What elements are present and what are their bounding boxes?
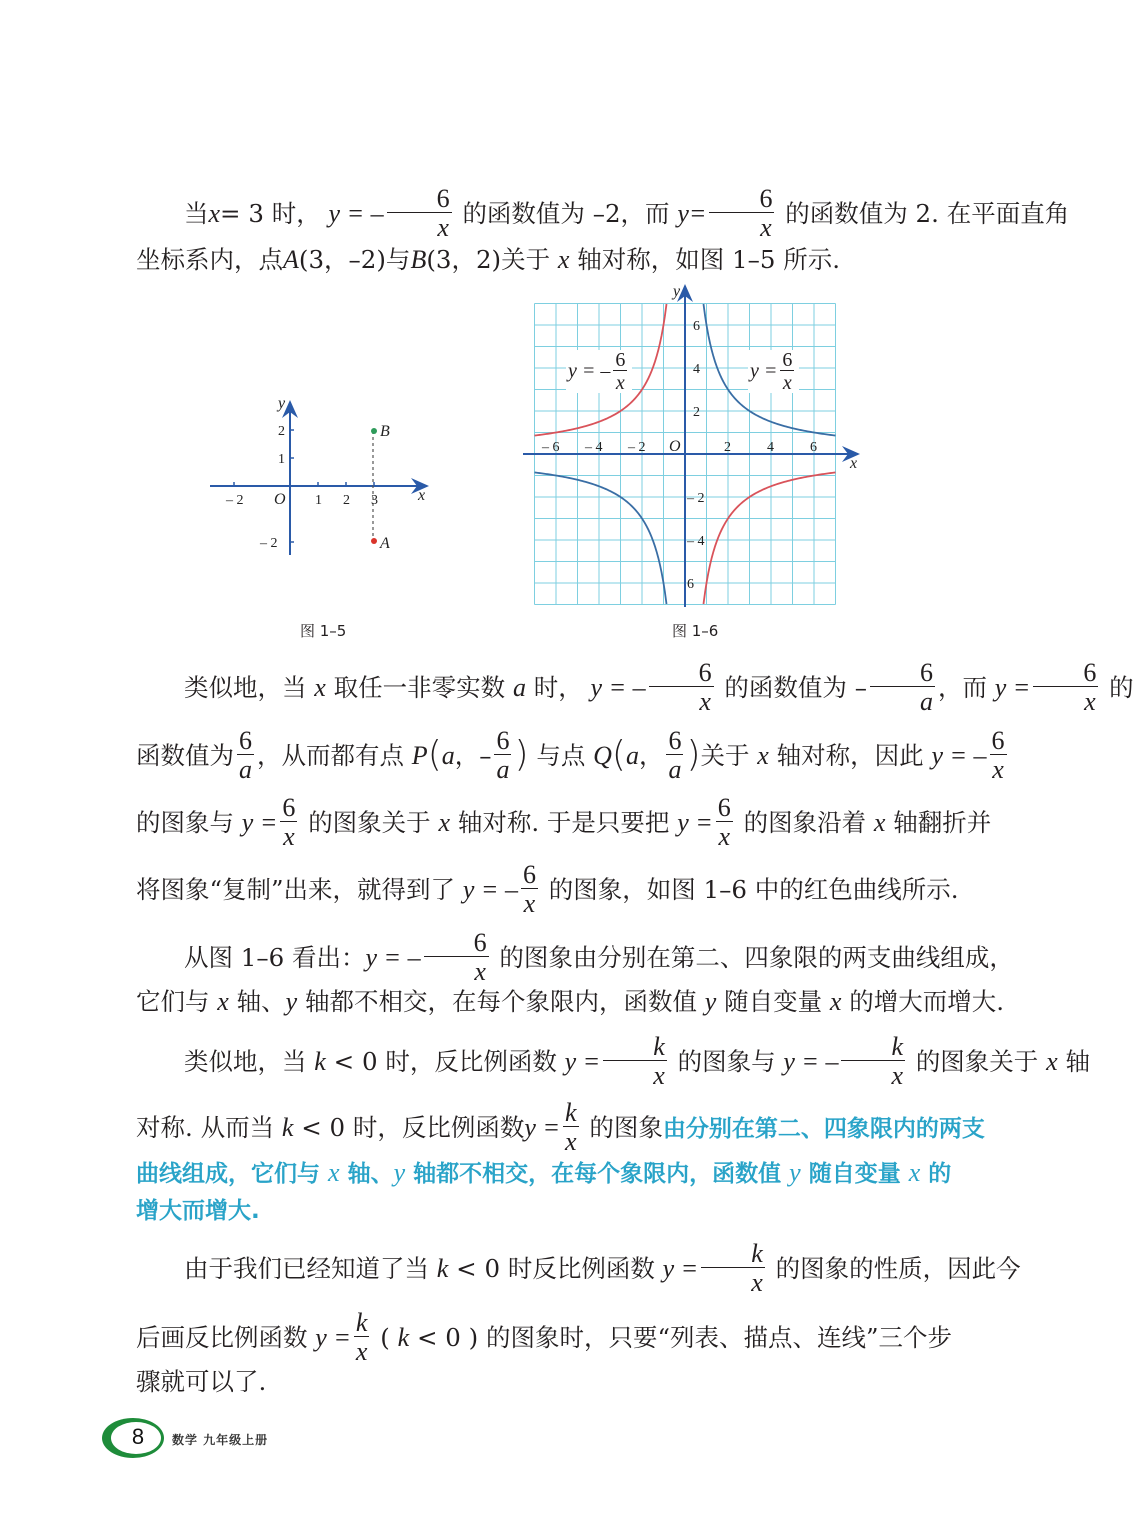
figure-1-5-caption: 图 1–5 xyxy=(300,622,347,640)
x-tick-label: 2 xyxy=(343,493,350,508)
curve-negative-q4 xyxy=(703,472,835,604)
y-tick-label: 4 xyxy=(693,362,700,377)
x-axis-label: x xyxy=(418,487,426,504)
paragraph-3-line-1: 从图 1–6 看出：y = – $\frac{6}{x}$ 的图象由分别在第二、四象限的两支曲线组成， xyxy=(184,928,1014,986)
paragraph-2-line-2: 函数值为 $\frac{6}{a}$ ，从而都有点 P(a，– $\frac{6}{a}$ ) 与点 Q(a， $\frac{6}{a}$ )关于 x 轴对称，因此 y = – $\frac{6}{x}$ xyxy=(136,726,1005,784)
y-axis-label: y xyxy=(673,283,681,300)
highlighted-conclusion: 由分别在第二、四象限内的两支 xyxy=(662,1116,985,1142)
fraction: $\frac{6}{x}$ xyxy=(387,186,452,241)
figure-1-6-caption: 图 1–6 xyxy=(672,622,719,640)
fraction: $\frac{6}{x}$ xyxy=(709,186,774,241)
x-tick-label: 3 xyxy=(371,493,378,508)
paragraph-1-line-2: 坐标系内，点A(3，–2)与B(3，2)关于 x 轴对称，如图 1–5 所示. xyxy=(136,245,841,274)
y-tick-label: 2 xyxy=(278,424,285,439)
x-tick-label: 2 xyxy=(724,440,731,455)
y-tick-label: 6 xyxy=(687,577,694,592)
paragraph-5-line-3: 骤就可以了. xyxy=(136,1367,267,1396)
paragraph-4-line-1: 类似地，当 k < 0 时，反比例函数 y = $\frac{k}{x}$ 的图象与 y = – $\frac{k}{x}$ 的图象关于 x 轴 xyxy=(184,1032,1090,1090)
point-label-A: A xyxy=(380,535,390,552)
x-tick-label: – 4 xyxy=(585,440,603,455)
point-A xyxy=(371,538,377,544)
paragraph-5-line-1: 由于我们已经知道了当 k < 0 时反比例函数 y = $\frac{k}{x}$ 的图象的性质，因此今 xyxy=(184,1239,1021,1297)
y-tick-label: – 4 xyxy=(687,534,705,549)
x-tick-label: 1 xyxy=(315,493,322,508)
origin-label: O xyxy=(274,491,286,508)
y-tick-label: – 2 xyxy=(687,491,705,506)
paragraph-3-line-2: 它们与 x 轴、y 轴都不相交，在每个象限内，函数值 y 随自变量 x 的增大而增大. xyxy=(136,987,1005,1016)
y-axis-label: y xyxy=(278,395,286,412)
paragraph-2-line-1: 类似地，当 x 取任一非零实数 a 时， y = – $\frac{6}{x}$ 的函数值为 – $\frac{6}{a}$ ，而 y = $\frac{6}{x}$ 的 xyxy=(184,658,1134,716)
paragraph-1-line-1: 当x= 3 时， y = – $\frac{6}{x}$ 的函数值为 –2，而 y= $\frac{6}{x}$ 的函数值为 2. 在平面直角 xyxy=(184,184,1070,242)
fig2-label-negative: y = – $\frac{6}{x}$ xyxy=(566,350,632,393)
point-B xyxy=(371,428,377,434)
paragraph-2-line-3: 的图象与 y = $\frac{6}{x}$ 的图象关于 x 轴对称. 于是只要把 y = $\frac{6}{x}$ 的图象沿着 x 轴翻折并 xyxy=(136,793,992,851)
y-tick-label: 2 xyxy=(693,405,700,420)
fig2-label-positive: y = $\frac{6}{x}$ xyxy=(748,350,799,393)
origin-label: O xyxy=(669,438,681,455)
book-title: 数学 九年级上册 xyxy=(172,1433,269,1447)
x-tick-label: – 6 xyxy=(542,440,560,455)
x-axis-label: x xyxy=(850,455,858,472)
page-number: 8 xyxy=(131,1424,145,1449)
y-tick-label: 1 xyxy=(278,452,285,467)
figure-1-6 xyxy=(520,282,865,612)
point-label-B: B xyxy=(380,423,390,440)
figure-1-5 xyxy=(205,390,445,565)
y-tick-label: – 2 xyxy=(260,536,278,551)
x-tick-label: – 2 xyxy=(628,440,646,455)
paragraph-4-line-4: 增大而增大. xyxy=(136,1198,260,1224)
x-tick-label: – 2 xyxy=(226,493,244,508)
paragraph-4-line-2: 对称. 从而当 k < 0 时，反比例函数y = $\frac{k}{x}$ 的图象由分别在第二、四象限内的两支 xyxy=(136,1098,985,1156)
curve-positive-q3 xyxy=(535,472,667,604)
y-tick-label: 6 xyxy=(693,319,700,334)
paragraph-4-line-3: 曲线组成，它们与 x 轴、y 轴都不相交，在每个象限内，函数值 y 随自变量 x 的 xyxy=(136,1158,952,1187)
x-tick-label: 4 xyxy=(767,440,774,455)
paragraph-5-line-2: 后画反比例函数 y = $\frac{k}{x}$ ( k < 0 ) 的图象时，只要“列表、描点、连线”三个步 xyxy=(136,1308,953,1366)
x-tick-label: 6 xyxy=(810,440,817,455)
paragraph-2-line-4: 将图象“复制”出来，就得到了 y = – $\frac{6}{x}$ 的图象，如图 1–6 中的红色曲线所示. xyxy=(136,860,959,918)
